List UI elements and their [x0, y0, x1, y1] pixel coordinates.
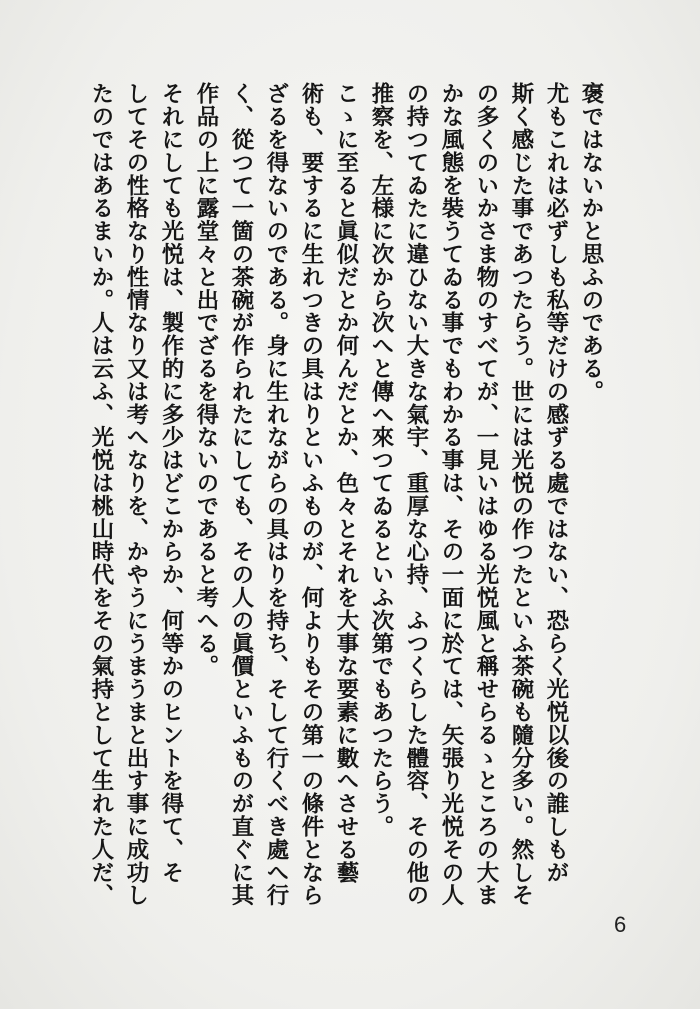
text-column-9: 術も、要するに生れつきの具はりといふものが、何よりもその第一の條件となら [298, 82, 324, 907]
text-column-10: ざるを得ないのである。身に生れながらの具はりを持ち、そして行くべき處へ行 [263, 82, 289, 907]
text-column-4: の多くのいかさま物のすべてが、一見いはゆる光悦風と稱せらるゝところの大ま [473, 82, 499, 907]
text-column-3: 斯く感じた事であつたらう。世には光悦の作つたといふ茶碗も隨分多い。然しそ [508, 82, 534, 907]
text-column-14: してその性格なり性情なり又は考へなりを、かやうにうまうまと出す事に成功し [123, 82, 149, 907]
text-column-5: かな風態を裝うてゐる事でもわかる事は、その一面に於ては、矢張り光悦その人 [438, 82, 464, 907]
text-column-12: 作品の上に露堂々と出でざるを得ないのであると考へる。 [193, 82, 219, 678]
text-column-11: く、從つて一箇の茶碗が作られたにしても、その人の眞價といふものが直ぐに其 [228, 82, 254, 907]
text-column-7: 推察を、左様に次から次へと傳へ來つてゐるといふ次第でもあつたらう。 [368, 82, 394, 838]
text-column-2: 尤もこれは必ずしも私等だけの感ずる處ではない、恐らく光悦以後の誰しもが [543, 82, 569, 884]
text-column-13: それにしても光悦は、製作的に多少はどこからか、何等かのヒントを得て、そ [158, 82, 184, 884]
text-column-15: たのではあるまいか。人は云ふ、光悦は桃山時代をその氣持として生れた人だ、 [88, 82, 114, 907]
text-column-8: こゝに至ると眞似だとか何んだとか、色々とそれを大事な要素に數へさせる藝 [333, 82, 359, 884]
text-column-1: 褒ではないかと思ふのである。 [578, 82, 604, 403]
page-number: 6 [614, 912, 627, 937]
text-column-6: の持つてゐたに違ひない大きな氣宇、重厚な心持、ふつくらした體容、その他の [403, 82, 429, 907]
